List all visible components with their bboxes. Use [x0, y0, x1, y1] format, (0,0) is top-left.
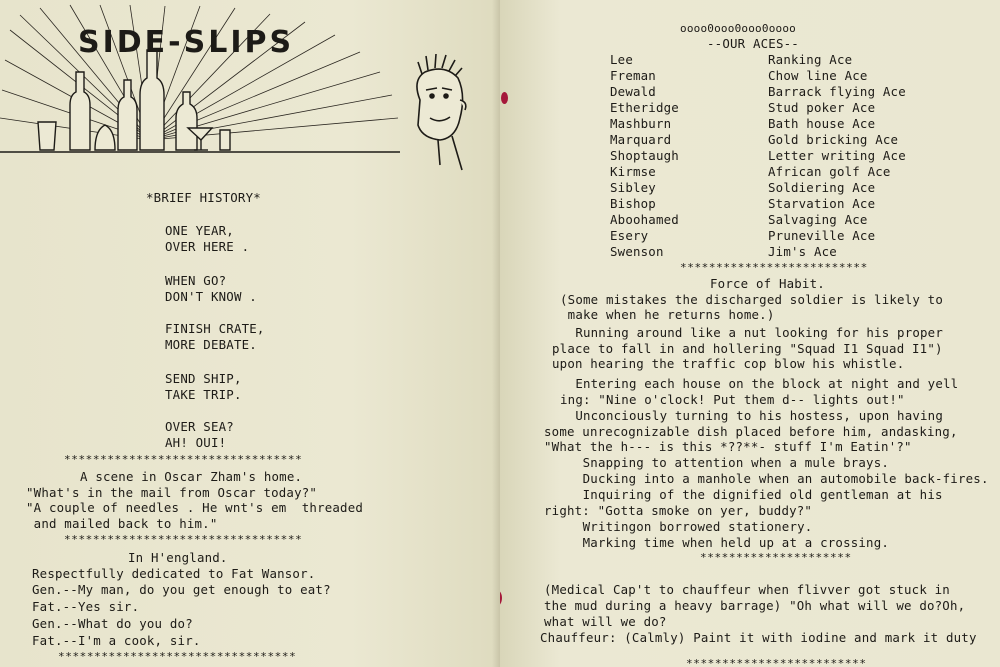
separator-stars: *********************************	[64, 453, 303, 466]
ace-name: Esery	[610, 228, 649, 243]
ace-title: Ranking Ace	[768, 52, 853, 67]
separator-stars: *********************************	[58, 650, 297, 663]
brief-history-title: *BRIEF HISTORY*	[146, 190, 261, 205]
habit-line: Ducking into a manhole when an automobile back-fires.	[552, 471, 989, 486]
dialogue-line: Fat.--Yes sir.	[32, 599, 140, 614]
separator-stars: *********************************	[64, 533, 303, 546]
history-line: SEND SHIP,	[165, 371, 242, 386]
medical-line: the mud during a heavy barrage) "Oh what will we do?Oh,	[544, 598, 966, 613]
aces-title: --OUR ACES--	[707, 36, 799, 51]
history-line: OVER HERE .	[165, 239, 250, 254]
medical-line: Chauffeur: (Calmly) Paint it with iodine and mark it duty	[540, 630, 977, 645]
ace-name: Sibley	[610, 180, 656, 195]
history-line: WHEN GO?	[165, 273, 227, 288]
ace-title: Salvaging Ace	[768, 212, 868, 227]
binding-pin-mark	[500, 590, 502, 606]
history-line: AH! OUI!	[165, 435, 227, 450]
ace-name: Kirmse	[610, 164, 656, 179]
ace-title: African golf Ace	[768, 164, 891, 179]
dialogue-line: Gen.--What do you do?	[32, 616, 193, 631]
ace-name: Marquard	[610, 132, 672, 147]
ace-name: Shoptaugh	[610, 148, 679, 163]
ace-title: Pruneville Ace	[768, 228, 876, 243]
separator-stars: *************************	[686, 657, 867, 667]
dialogue-line: Gen.--My man, do you get enough to eat?	[32, 582, 331, 597]
history-line: TAKE TRIP.	[165, 387, 242, 402]
header-rule: oooo0ooo0ooo0oooo	[680, 22, 796, 35]
habit-title: Force of Habit.	[710, 276, 825, 291]
ace-title: Chow line Ace	[768, 68, 868, 83]
habit-line: some unrecognizable dish placed before him, andasking,	[544, 424, 958, 439]
habit-line: Running around like a nut looking for his proper	[560, 325, 943, 340]
habit-line: (Some mistakes the discharged soldier is likely to	[560, 292, 943, 307]
habit-line: Entering each house on the block at night and yell	[560, 376, 959, 391]
medical-line: (Medical Cap't to chauffeur when flivver got stuck in	[544, 582, 950, 597]
ace-title: Barrack flying Ace	[768, 84, 906, 99]
masthead-title: SIDE-SLIPS	[78, 25, 295, 60]
dialogue-line: Fat.--I'm a cook, sir.	[32, 633, 201, 648]
ace-title: Letter writing Ace	[768, 148, 906, 163]
oscar-line: "A couple of needles . He wnt's em threaded	[26, 500, 364, 515]
habit-line: "What the h--- is this *??**- stuff I'm Eatin'?"	[544, 439, 912, 454]
history-line: FINISH CRATE,	[165, 321, 265, 336]
ace-name: Mashburn	[610, 116, 672, 131]
habit-line: Writingon borrowed stationery.	[552, 519, 813, 534]
habit-line: make when he returns home.)	[560, 307, 775, 322]
ace-name: Bishop	[610, 196, 656, 211]
habit-line: ing: "Nine o'clock! Put them d-- lights out!"	[560, 392, 905, 407]
ace-name: Dewald	[610, 84, 656, 99]
england-title: In H'england.	[128, 550, 228, 565]
habit-line: place to fall in and hollering "Squad I1 Squad I1")	[552, 341, 943, 356]
ace-name: Aboohamed	[610, 212, 679, 227]
history-line: DON'T KNOW .	[165, 289, 257, 304]
ace-title: Soldiering Ace	[768, 180, 876, 195]
oscar-line: "What's in the mail from Oscar today?"	[26, 485, 318, 500]
bottles-drawing	[38, 50, 230, 150]
ace-title: Stud poker Ace	[768, 100, 876, 115]
separator-stars: *********************	[700, 551, 852, 564]
habit-line: Unconciously turning to his hostess, upon having	[560, 408, 943, 423]
history-line: OVER SEA?	[165, 419, 234, 434]
england-dedication: Respectfully dedicated to Fat Wansor.	[32, 566, 316, 581]
ace-title: Bath house Ace	[768, 116, 876, 131]
ace-title: Starvation Ace	[768, 196, 876, 211]
habit-line: Marking time when held up at a crossing.	[552, 535, 890, 550]
history-line: ONE YEAR,	[165, 223, 234, 238]
ace-title: Gold bricking Ace	[768, 132, 899, 147]
ace-name: Lee	[610, 52, 633, 67]
habit-line: right: "Gotta smoke on yer, buddy?"	[544, 503, 813, 518]
separator-stars: **************************	[680, 261, 868, 274]
ace-name: Freman	[610, 68, 656, 83]
habit-line: Snapping to attention when a mule brays.	[552, 455, 890, 470]
history-line: MORE DEBATE.	[165, 337, 257, 352]
medical-line: what will we do?	[544, 614, 667, 629]
cartoon-face	[417, 54, 466, 170]
ace-name: Etheridge	[610, 100, 679, 115]
binding-pin-mark	[501, 92, 508, 104]
right-page	[500, 0, 1000, 667]
ace-name: Swenson	[610, 244, 664, 259]
ace-title: Jim's Ace	[768, 244, 837, 259]
habit-line: upon hearing the traffic cop blow his whistle.	[552, 356, 905, 371]
habit-line: Inquiring of the dignified old gentleman at his	[552, 487, 943, 502]
oscar-line: A scene in Oscar Zham's home.	[80, 469, 303, 484]
oscar-line: and mailed back to him."	[26, 516, 218, 531]
